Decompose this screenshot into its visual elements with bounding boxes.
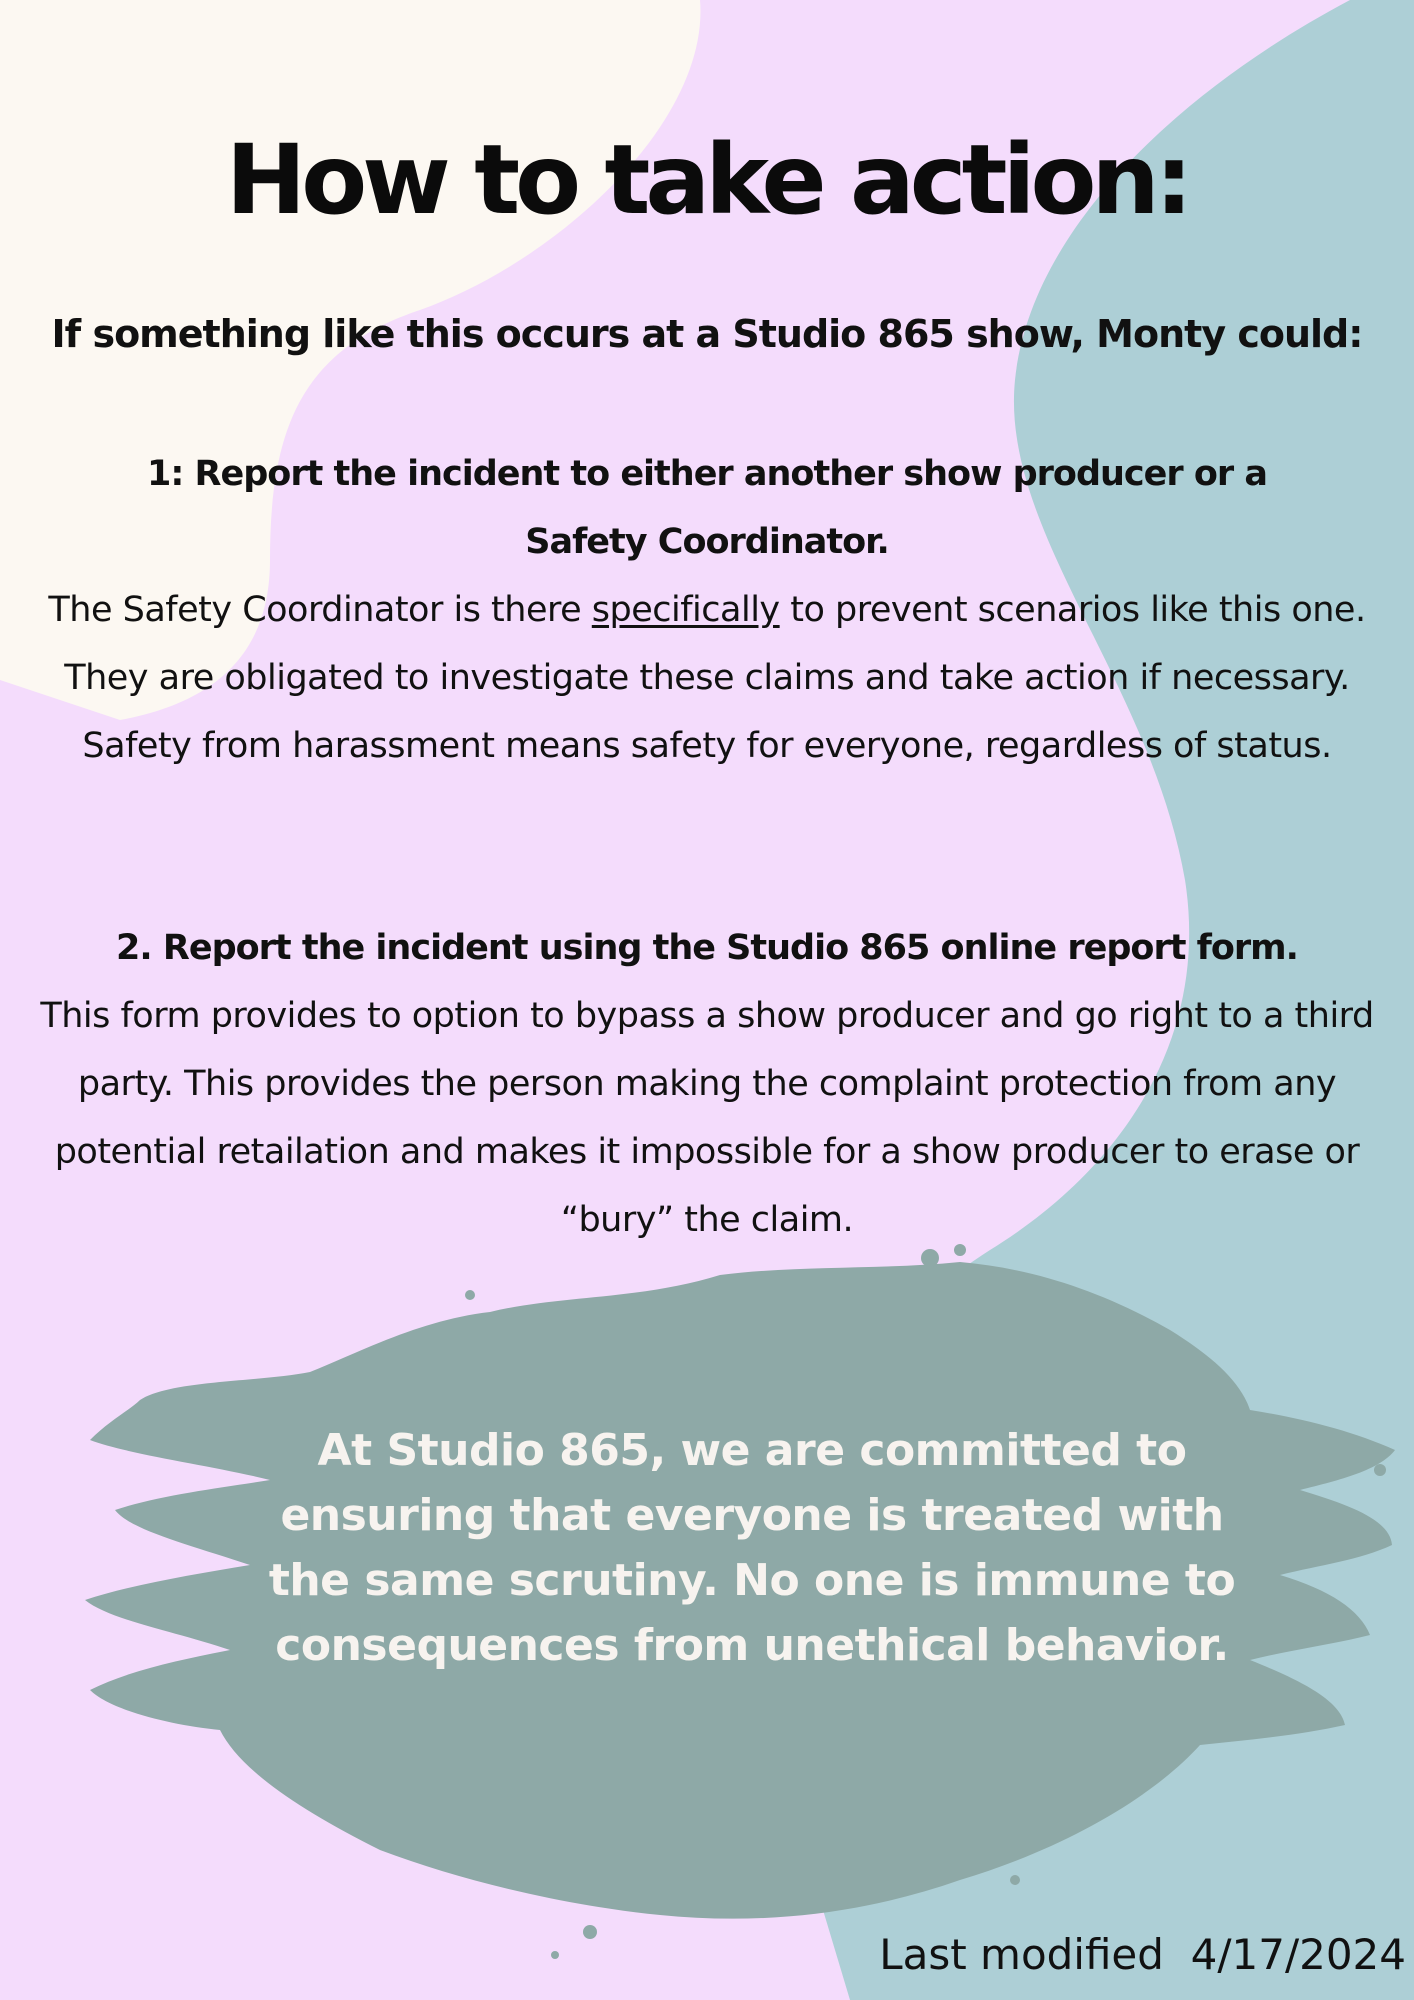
- step-1-body: [10, 576, 1404, 780]
- step-1-body-end: to prevent scenarios like this one. They are obligated to investigate these claims and take action if necessary. Safety from harassment means safety for everyone, regardless of status.: [64, 590, 1366, 766]
- step-2-body: This form provides to option to bypass a show producer and go right to a third party. This provides the person making the complaint protection from any potential retailation and makes it impossible for a show producer to erase or “bury” the claim.: [40, 996, 1374, 1240]
- page-title: How to take action:: [225, 124, 1189, 236]
- step-2-heading: 2. Report the incident using the Studio 865 online report form.: [116, 928, 1298, 968]
- last-modified-date: 4/17/2024: [1190, 1930, 1406, 1979]
- step-1-emphasis: specifically: [591, 590, 780, 630]
- step-1-heading: [10, 440, 1404, 576]
- step-2-section: [10, 914, 1404, 1254]
- last-modified: [879, 1930, 1406, 1979]
- page-subtitle: If something like this occurs at a Studio 865 show, Monty could:: [51, 312, 1363, 356]
- last-modified-label: Last modified: [879, 1930, 1164, 1979]
- step-1-body-start: The Safety Coordinator is there: [48, 590, 592, 630]
- step-1-heading-line1: 1: Report the incident to either another show producer or a: [147, 454, 1267, 494]
- step-1-heading-line2: Safety Coordinator.: [525, 522, 889, 562]
- commitment-statement: At Studio 865, we are committed to ensuring that everyone is treated with the same scrutiny. No one is immune to consequences from unethical behavior.: [268, 1425, 1236, 1671]
- step-1-section: [10, 440, 1404, 780]
